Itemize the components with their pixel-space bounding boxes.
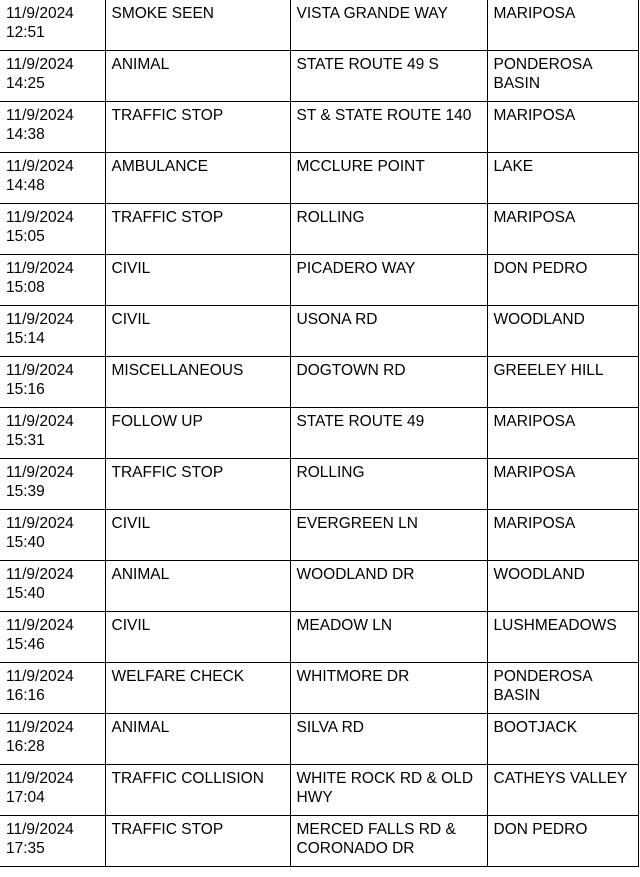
cell-datetime: 11/9/2024 15:14 xyxy=(0,306,105,357)
cell-area: MARIPOSA xyxy=(487,459,638,510)
table-row xyxy=(0,255,638,306)
table-row xyxy=(0,0,638,51)
cell-incident-type: TRAFFIC STOP xyxy=(105,459,290,510)
cell-location: WHITE ROCK RD & OLD HWY xyxy=(290,765,487,816)
cell-datetime: 11/9/2024 17:35 xyxy=(0,816,105,867)
cell-area: LUSHMEADOWS xyxy=(487,612,638,663)
table-row xyxy=(0,510,638,561)
cell-datetime: 11/9/2024 15:46 xyxy=(0,612,105,663)
cell-location: ROLLING xyxy=(290,204,487,255)
cell-location: MEADOW LN xyxy=(290,612,487,663)
cell-location: ST & STATE ROUTE 140 xyxy=(290,102,487,153)
cell-location: PICADERO WAY xyxy=(290,255,487,306)
cell-area: WOODLAND xyxy=(487,561,638,612)
cell-datetime: 11/9/2024 15:40 xyxy=(0,561,105,612)
cell-datetime: 11/9/2024 15:16 xyxy=(0,357,105,408)
cell-area: DON PEDRO xyxy=(487,255,638,306)
table-row xyxy=(0,51,638,102)
cell-location: SILVA RD xyxy=(290,714,487,765)
cell-location: VISTA GRANDE WAY xyxy=(290,0,487,51)
cell-area: MARIPOSA xyxy=(487,102,638,153)
cell-location: ROLLING xyxy=(290,459,487,510)
cell-incident-type: TRAFFIC STOP xyxy=(105,102,290,153)
table-row xyxy=(0,357,638,408)
cell-incident-type: WELFARE CHECK xyxy=(105,663,290,714)
cell-datetime: 11/9/2024 14:25 xyxy=(0,51,105,102)
table-row xyxy=(0,816,638,867)
cell-area: LAKE xyxy=(487,153,638,204)
table-row xyxy=(0,153,638,204)
cell-area: BOOTJACK xyxy=(487,714,638,765)
cell-datetime: 11/9/2024 15:40 xyxy=(0,510,105,561)
cell-incident-type: FOLLOW UP xyxy=(105,408,290,459)
cell-incident-type: CIVIL xyxy=(105,510,290,561)
cell-datetime: 11/9/2024 15:08 xyxy=(0,255,105,306)
table-row xyxy=(0,561,638,612)
cell-location: EVERGREEN LN xyxy=(290,510,487,561)
cell-area: MARIPOSA xyxy=(487,0,638,51)
table-row xyxy=(0,408,638,459)
cell-incident-type: CIVIL xyxy=(105,255,290,306)
cell-location: DOGTOWN RD xyxy=(290,357,487,408)
cell-location: STATE ROUTE 49 S xyxy=(290,51,487,102)
cell-area: WOODLAND xyxy=(487,306,638,357)
cell-datetime: 11/9/2024 16:28 xyxy=(0,714,105,765)
cell-area: MARIPOSA xyxy=(487,408,638,459)
cell-datetime: 11/9/2024 15:05 xyxy=(0,204,105,255)
cell-datetime: 11/9/2024 14:38 xyxy=(0,102,105,153)
cell-area: CATHEYS VALLEY xyxy=(487,765,638,816)
cell-incident-type: TRAFFIC STOP xyxy=(105,816,290,867)
cell-incident-type: CIVIL xyxy=(105,306,290,357)
cell-incident-type: ANIMAL xyxy=(105,714,290,765)
cell-location: MCCLURE POINT xyxy=(290,153,487,204)
cell-datetime: 11/9/2024 16:16 xyxy=(0,663,105,714)
cell-incident-type: AMBULANCE xyxy=(105,153,290,204)
cell-datetime: 11/9/2024 15:31 xyxy=(0,408,105,459)
cell-datetime: 11/9/2024 17:04 xyxy=(0,765,105,816)
cell-incident-type: SMOKE SEEN xyxy=(105,0,290,51)
cell-location: USONA RD xyxy=(290,306,487,357)
cell-location: WHITMORE DR xyxy=(290,663,487,714)
cell-incident-type: ANIMAL xyxy=(105,561,290,612)
cell-area: PONDEROSA BASIN xyxy=(487,663,638,714)
cell-incident-type: TRAFFIC COLLISION xyxy=(105,765,290,816)
cell-location: MERCED FALLS RD & CORONADO DR xyxy=(290,816,487,867)
cell-incident-type: MISCELLANEOUS xyxy=(105,357,290,408)
cell-area: DON PEDRO xyxy=(487,816,638,867)
table-row xyxy=(0,306,638,357)
cell-area: PONDEROSA BASIN xyxy=(487,51,638,102)
cell-datetime: 11/9/2024 14:48 xyxy=(0,153,105,204)
cell-incident-type: CIVIL xyxy=(105,612,290,663)
cell-location: WOODLAND DR xyxy=(290,561,487,612)
cell-area: MARIPOSA xyxy=(487,204,638,255)
table-row xyxy=(0,765,638,816)
table-row xyxy=(0,459,638,510)
cell-datetime: 11/9/2024 12:51 xyxy=(0,0,105,51)
cell-area: MARIPOSA xyxy=(487,510,638,561)
cell-incident-type: ANIMAL xyxy=(105,51,290,102)
cell-location: STATE ROUTE 49 xyxy=(290,408,487,459)
cell-incident-type: TRAFFIC STOP xyxy=(105,204,290,255)
table-row xyxy=(0,612,638,663)
table-row xyxy=(0,663,638,714)
cell-datetime: 11/9/2024 15:39 xyxy=(0,459,105,510)
table-row xyxy=(0,714,638,765)
table-row xyxy=(0,102,638,153)
table-row xyxy=(0,204,638,255)
cell-area: GREELEY HILL xyxy=(487,357,638,408)
